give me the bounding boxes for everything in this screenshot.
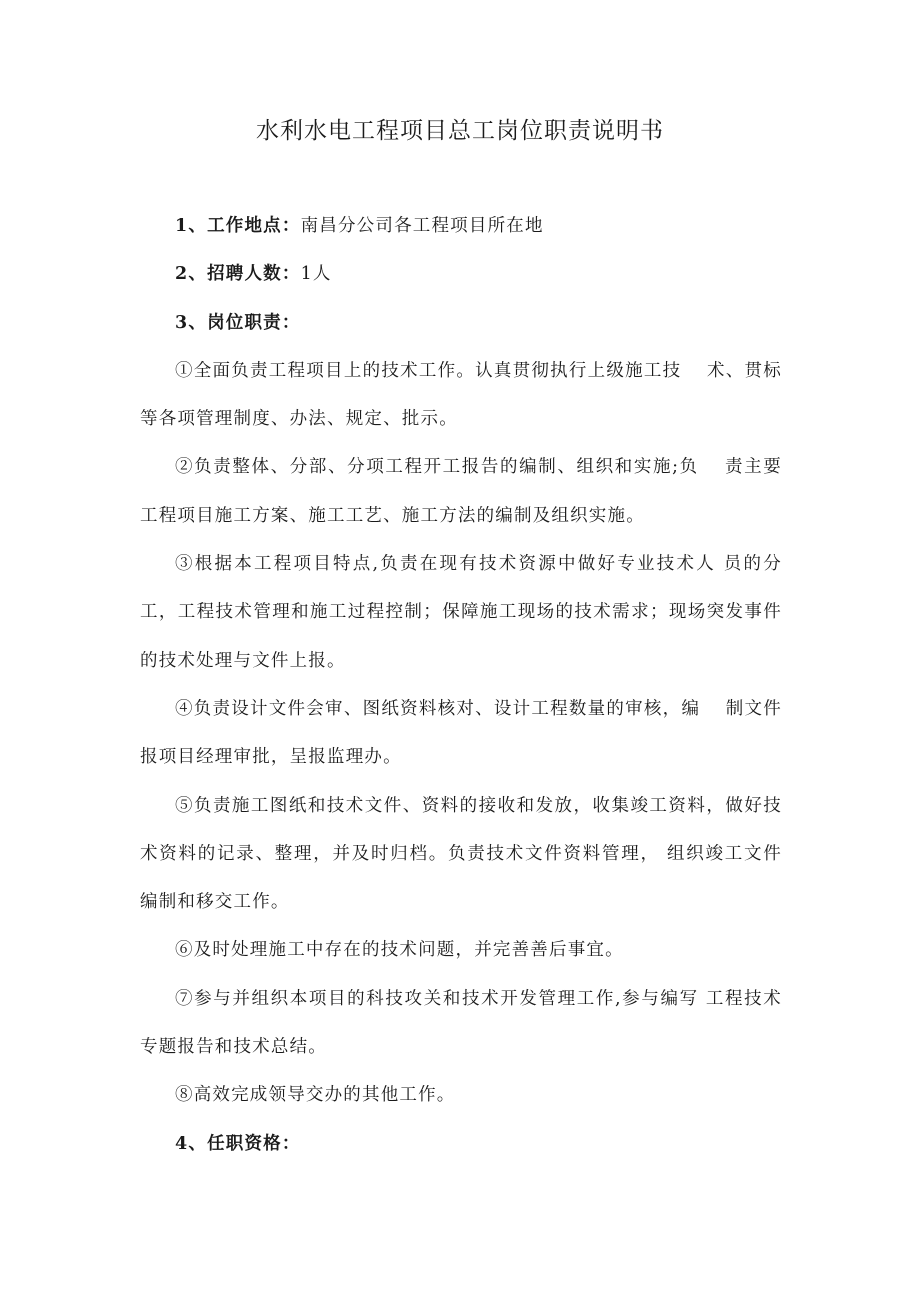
work-location-line — [140, 202, 782, 250]
duty-item-3: ③根据本工程项目特点,负责在现有技术资源中做好专业技术人 员的分工，工程技术管理和施工过程控制；保障施工现场的技术需求；现场突发事件的技术处理与文件上报。 — [140, 554, 782, 671]
duty-item-4: ④负责设计文件会审、图纸资料核对、设计工程数量的审核，编 制文件报项目经理审批，呈报监理办。 — [140, 698, 782, 768]
qualifications-heading: 4、任职资格： — [175, 1133, 301, 1154]
duty-item-6: ⑥及时处理施工中存在的技术问题，并完善善后事宜。 — [175, 940, 624, 961]
document-body — [140, 202, 782, 1168]
work-location-label: 1、工作地点： — [175, 216, 301, 236]
duty-item-7: ⑦参与并组织本项目的科技攻关和技术开发管理工作,参与编写 工程技术专题报告和技术总结。 — [140, 988, 782, 1058]
duties-heading: 3、岗位职责： — [175, 312, 301, 333]
duty-item-1: ①全面负责工程项目上的技术工作。认真贯彻执行上级施工技 术、贯标等各项管理制度、办法、规定、批示。 — [140, 360, 782, 430]
work-location-value: 南昌分公司各工程项目所在地 — [300, 216, 544, 236]
duty-item-8: ⑧高效完成领导交办的其他工作。 — [175, 1085, 456, 1106]
headcount-label: 2、招聘人数： — [175, 264, 301, 285]
document-title: 水利水电工程项目总工岗位职责说明书 — [256, 118, 664, 144]
duty-item-2: ②负责整体、分部、分项工程开工报告的编制、组织和实施;负 责主要工程项目施工方案、施工工艺、施工方法的编制及组织实施。 — [140, 457, 782, 526]
headcount-line — [140, 250, 782, 298]
headcount-value: 1人 — [300, 264, 332, 285]
duty-item-5: ⑤负责施工图纸和技术文件、资料的接收和发放，收集竣工资料，做好技术资料的记录、整理，并及时归档。负责技术文件资料管理， 组织竣工文件编制和移交工作。 — [140, 795, 782, 913]
